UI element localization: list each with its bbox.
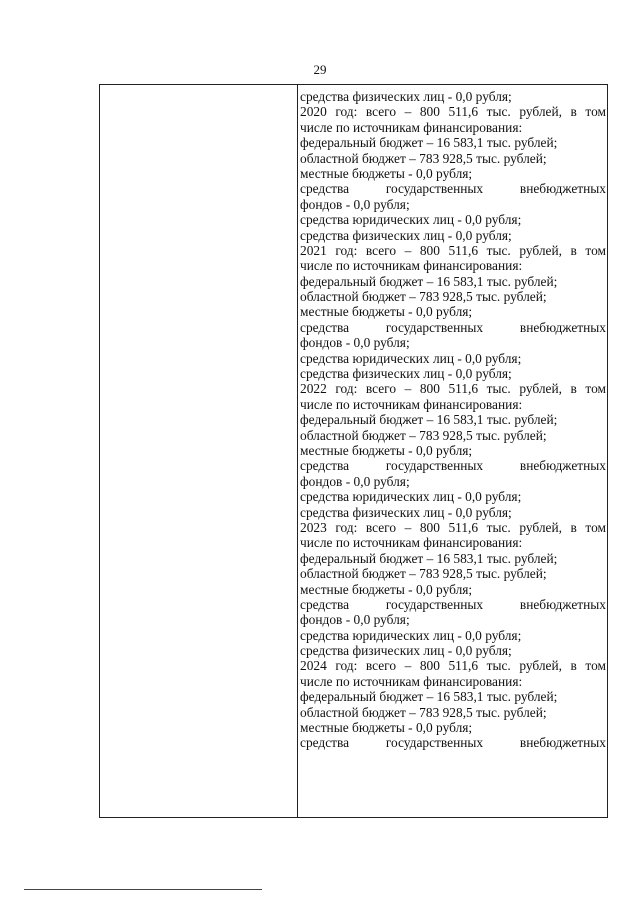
text-line: фондов - 0,0 рубля; (300, 612, 410, 628)
text-line: областной бюджет – 783 928,5 тыс. рублей; (300, 427, 547, 443)
text-line: федеральный бюджет – 16 583,1 тыс. рублей; (300, 412, 558, 428)
text-line: областной бюджет – 783 928,5 тыс. рублей; (300, 704, 547, 720)
text-line: областной бюджет – 783 928,5 тыс. рублей; (300, 289, 547, 305)
text-line: числе по источникам финансирования: (300, 396, 523, 412)
text-line: средства юридических лиц - 0,0 рубля; (300, 489, 522, 505)
text-line: фондов - 0,0 рубля; (300, 335, 410, 351)
text-line: средства физических лиц - 0,0 рубля; (300, 89, 512, 104)
text-line: фондов - 0,0 рубля; (300, 473, 410, 489)
page-number: 29 (313, 62, 327, 77)
text-line: средства юридических лиц - 0,0 рубля; (300, 350, 522, 366)
text-line: местные бюджеты - 0,0 рубля; (300, 304, 473, 320)
text-line: местные бюджеты - 0,0 рубля; (300, 581, 473, 597)
text-line: федеральный бюджет – 16 583,1 тыс. рублей; (300, 550, 558, 566)
footer-rule (24, 889, 262, 890)
text-line: областной бюджет – 783 928,5 тыс. рублей; (300, 566, 547, 582)
text-line: 2022 год: всего – 800 511,6 тыс. рублей, в том (300, 381, 606, 397)
text-line: средства юридических лиц - 0,0 рубля; (300, 627, 522, 643)
text-line: числе по источникам финансирования: (300, 673, 523, 689)
text-line: средства физических лиц - 0,0 рубля; (300, 227, 512, 243)
text-line: средства государственных внебюджетных (300, 735, 606, 751)
text-line: средства физических лиц - 0,0 рубля; (300, 643, 512, 659)
text-line: числе по источникам финансирования: (300, 258, 523, 274)
text-line: средства юридических лиц - 0,0 рубля; (300, 212, 522, 228)
text-line: федеральный бюджет – 16 583,1 тыс. рублей; (300, 689, 558, 705)
text-line: числе по источникам финансирования: (300, 535, 523, 551)
text-line: средства физических лиц - 0,0 рубля; (300, 366, 512, 382)
text-line: 2023 год: всего – 800 511,6 тыс. рублей, в том (300, 519, 606, 535)
text-line: средства государственных внебюджетных (300, 319, 606, 335)
document-table (99, 84, 608, 818)
text-line: средства физических лиц - 0,0 рубля; (300, 504, 512, 520)
table-right-cell (300, 89, 606, 751)
text-line: местные бюджеты - 0,0 рубля; (300, 165, 473, 181)
text-line: местные бюджеты - 0,0 рубля; (300, 442, 473, 458)
text-line: федеральный бюджет – 16 583,1 тыс. рублей; (300, 273, 558, 289)
text-line: местные бюджеты - 0,0 рубля; (300, 720, 473, 736)
text-line: 2021 год: всего – 800 511,6 тыс. рублей, в том (300, 242, 606, 258)
text-line: 2024 год: всего – 800 511,6 тыс. рублей, в том (300, 658, 606, 674)
text-line: числе по источникам финансирования: (300, 119, 523, 135)
text-line: средства государственных внебюджетных (300, 181, 606, 197)
text-line: федеральный бюджет – 16 583,1 тыс. рублей; (300, 135, 558, 151)
table-left-cell (100, 85, 298, 817)
text-line: средства государственных внебюджетных (300, 596, 606, 612)
text-line: областной бюджет – 783 928,5 тыс. рублей; (300, 150, 547, 166)
text-line: 2020 год: всего – 800 511,6 тыс. рублей, в том (300, 104, 606, 120)
text-line: фондов - 0,0 рубля; (300, 196, 410, 212)
text-line: средства государственных внебюджетных (300, 458, 606, 474)
